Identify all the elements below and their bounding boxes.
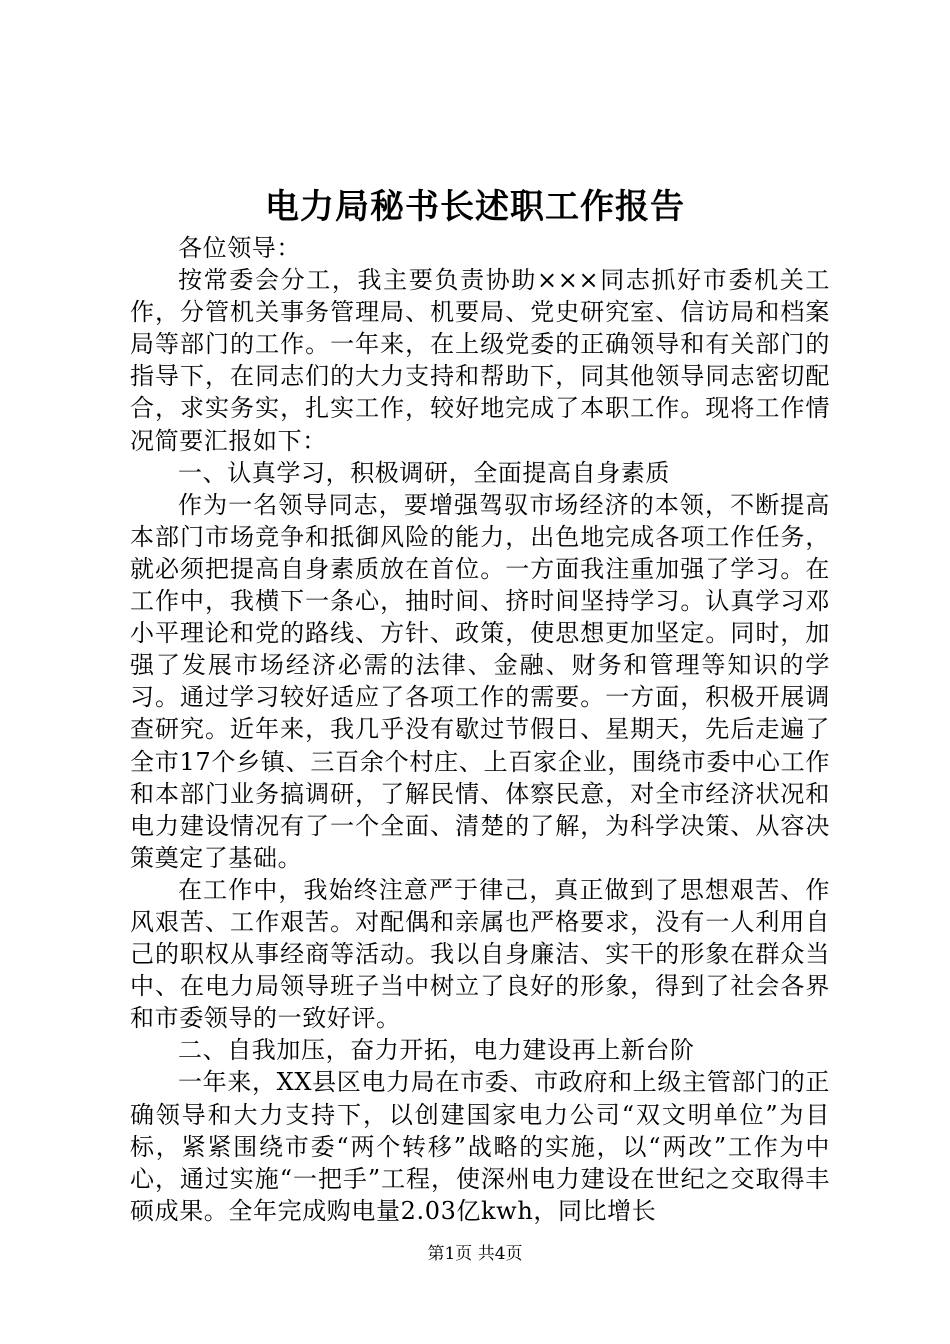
document-body [130, 232, 830, 1227]
paragraph-study: 作为一名领导同志，要增强驾驭市场经济的本领，不断提高本部门市场竞争和抵御风险的能力，出色地完成各项工作任务，就必须把提高自身素质放在首位。一方面我注重加强了学习。在工作中，我横下一条心，抽时间、挤时间坚持学习。认真学习邓小平理论和党的路线、方针、政策，使思想更加坚定。同时，加强了发展市场经济必需的法律、金融、财务和管理等知识的学习。通过学习较好适应了各项工作的需要。一方面，积极开展调查研究。近年来，我几乎没有歇过节假日、星期天，先后走遍了全市17个乡镇、三百余个村庄、上百家企业，围绕市委中心工作和本部门业务搞调研，了解民情、体察民意，对全市经济状况和电力建设情况有了一个全面、清楚的了解，为科学决策、从容决策奠定了基础。 [130, 490, 830, 872]
salutation: 各位领导： [178, 234, 301, 262]
section-heading-2: 二、自我加压，奋力开拓，电力建设再上新台阶 [178, 1036, 695, 1065]
paragraph-discipline: 在工作中，我始终注意严于律己，真正做到了思想艰苦、作风艰苦、工作艰苦。对配偶和亲属也严格要求，没有一人利用自己的职权从事经商等活动。我以自身廉洁、实干的形象在群众当中、在电力局领导班子当中树立了良好的形象，得到了社会各界和市委领导的一致好评。 [130, 875, 830, 1033]
paragraph-intro: 按常委会分工，我主要负责协助×××同志抓好市委机关工作，分管机关事务管理局、机要局、党史研究室、信访局和档案局等部门的工作。一年来，在上级党委的正确领导和有关部门的指导下，在同志们的大力支持和帮助下，同其他领导同志密切配合，求实务实，扎实工作，较好地完成了本职工作。现将工作情况简要汇报如下： [130, 266, 830, 455]
paragraph-achievements: 一年来，XX县区电力局在市委、市政府和上级主管部门的正确领导和大力支持下，以创建国家电力公司“双文明单位”为目标，紧紧围绕市委“两个转移”战略的实施，以“两改”工作为中心，通过实施“一把手”工程，使深州电力建设在世纪之交取得丰硕成果。全年完成购电量2.03亿kwh，同比增长 [130, 1068, 830, 1225]
document-title: 电力局秘书长述职工作报告 [265, 187, 685, 227]
page-footer: 第1页 共4页 [427, 1244, 523, 1264]
section-heading-1: 一、认真学习，积极调研，全面提高自身素质 [178, 458, 670, 487]
